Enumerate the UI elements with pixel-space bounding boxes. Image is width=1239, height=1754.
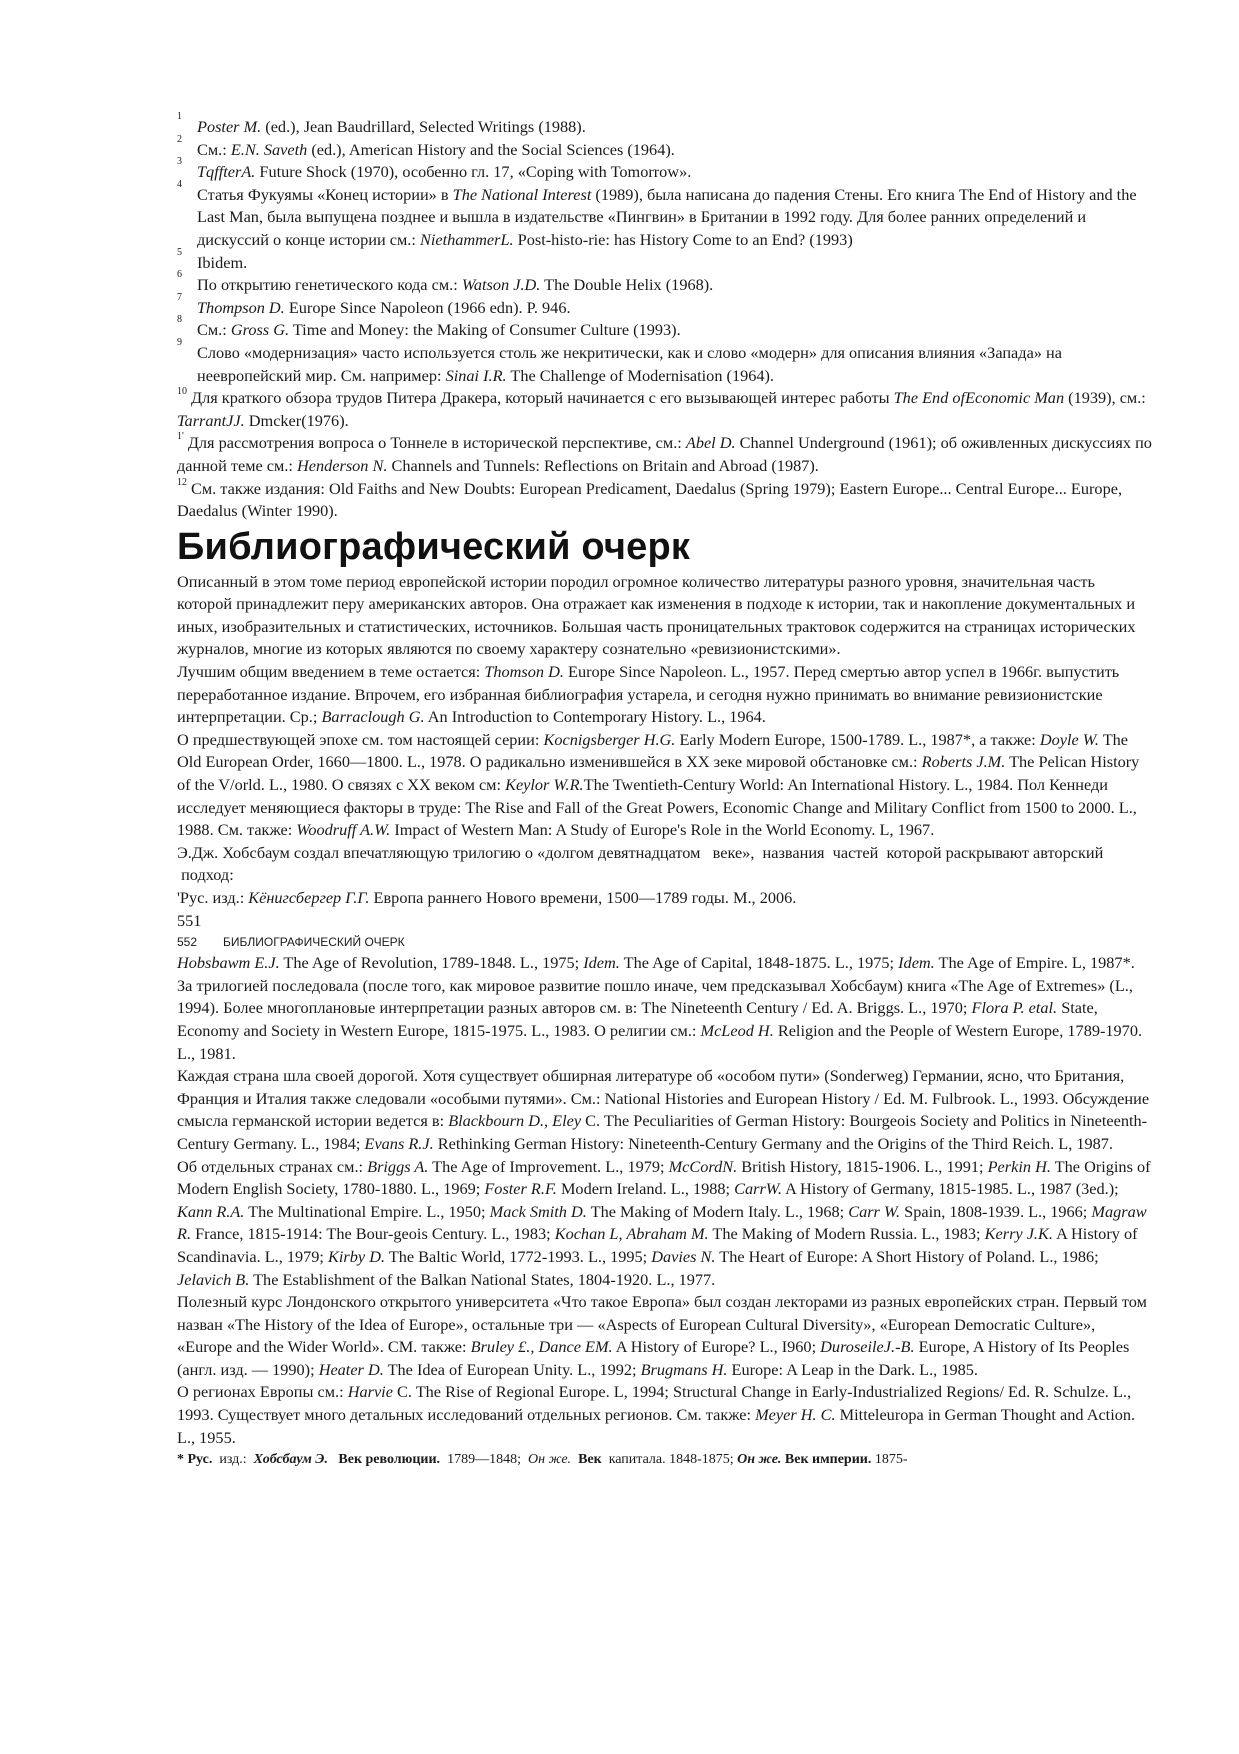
footnote-text: Статья Фукуямы «Конец истории» в The National Interest (1989), была написана до падения Стены. Его книга The End of History and the Last Man, была выпущена позднее и вышла в издательстве «Пингвин» в Британии в 1992 году. Для более ранних определений и дискуссий о конце истории см.: NiethammerL. Post-histo-rie: has History Come to an End? (1993) — [197, 184, 1137, 249]
footnote-number: 5 — [177, 246, 182, 258]
footnote-8 — [177, 314, 1152, 342]
paragraph-2: Лучшим общим введением в теме остается: Thomson D. Europe Since Napoleon. L., 1957. Перед смертью автор успел в 1966г. выпустить переработанное издание. Впрочем, его избранная библиография устарела, и сегодня нужно принимать во внимание ревизионистские интерпретации. Ср.; Barraclough G. An Introduction to Contemporary History. L., 1964. — [177, 662, 1120, 727]
running-head — [177, 932, 1152, 952]
paragraph-5: 'Рус. изд.: Кёнигсбергер Г.Г. Европа раннего Нового времени, 1500—1789 годы. М., 2006. — [177, 888, 797, 907]
footnote-number: 3 — [177, 156, 182, 168]
footnote-number: 7 — [177, 291, 182, 303]
paragraph-3: О предшествующей эпохе см. том настоящей серии: Kocnigsberger H.G. Early Modern Europe, 1500-1789. L., 1987*, а также: Doyle W. The Old European Order, 1660—1800. L., 1978. О радикально изменившейся в XX зеке мировой обстановке см.: Roberts J.M. The Pelican History of the V/orld. L., 1980. О связях с XX веком см: Keylor W.R.The Twentieth-Century World: An International History. L., 1984. Пол Кеннеди исследует меняющиеся факторы в труде: The Rise and Fall of the Great Powers, Economic Change and Military Conflict from 1500 to 2000. L., 1988. См. также: Woodruff A.W. Impact of Western Man: A Study of Europe's Role in the World Economy. L, 1967. — [177, 729, 1140, 840]
footnote-6 — [177, 269, 1152, 297]
footnotes — [177, 111, 1152, 523]
footnote-text: Poster M. (ed.), Jean Baudrillard, Selected Writings (1988). — [197, 117, 586, 136]
footnote-5 — [177, 246, 1152, 275]
intro-paragraphs — [177, 571, 1152, 910]
page-number: 551 — [177, 910, 202, 930]
footnote-number: 1' — [177, 431, 184, 443]
footnote-1 — [177, 111, 1152, 139]
footnote-4 — [177, 178, 1152, 252]
paragraph-4: Э.Дж. Хобсбаум создал впечатляющую трилогию о «долгом девятнадцатом веке», названия частей которой раскрывают авторский подход: — [177, 842, 1104, 885]
footnote-text: Для краткого обзора трудов Питера Дракера, который начинается с его вызывающей интерес работы The End ofEconomic Man (1939), см.: TarrantJJ. Dmcker(1976). — [177, 388, 1146, 430]
footnote-number: 4 — [177, 178, 182, 190]
bib-paragraph-5: О регионах Европы см.: Harvie C. The Rise of Regional Europe. L, 1994; Structural Change in Early-Industrialized Regions/ Ed. R. Schulze. L., 1993. Существует много детальных исследований отдельных регионов. См. также: Meyer H. C. Mitteleuropa in German Thought and Action. L., 1955. — [177, 1382, 1136, 1447]
running-head-title: БИБЛИОГРАФИЧЕСКИЙ ОЧЕРК — [223, 935, 405, 950]
footnote-10 — [177, 387, 1152, 432]
footnote-text: См.: E.N. Saveth (ed.), American History and the Social Sciences (1964). — [197, 139, 675, 159]
bib-paragraph-4: Полезный курс Лондонского открытого университета «Что такое Европа» был создан лекторами из разных европейских стран. Первый том назван «The History of the Idea of Europe», остальные три — «Aspects of European Cultural Diversity», «European Democratic Culture», «Europe and the Wider World». CM. также: Bruley £., Dance EM. A History of Europe? L., I960; DuroseileJ.-B. Europe, A History of Its Peoples (англ. изд. — 1990); Heater D. The Idea of European Unity. L., 1992; Brugmans H. Europe: A Leap in the Dark. L., 1985. — [177, 1292, 1147, 1379]
footnote-text: Ibidem. — [197, 252, 248, 272]
bib-paragraph-3: Об отдельных странах см.: Briggs A. The Age of Improvement. L., 1979; McCordN. British History, 1815-1906. L., 1991; Perkin H. The Origins of Modern English Society, 1780-1880. L., 1969; Foster R.F. Modern Ireland. L., 1988; CarrW. A History of Germany, 1815-1985. L., 1987 (3ed.); Kann R.A. The Multinational Empire. L., 1950; Mack Smith D. The Making of Modern Italy. L., 1968; Carr W. Spain, 1808-1939. L., 1966; Magraw R. France, 1815-1914: The Bour-geois Century. L., 1983; Kochan L, Abraham M. The Making of Modern Russia. L., 1983; Kerry J.K. A History of Scandinavia. L., 1979; Kirby D. The Baltic World, 1772-1993. L., 1995; Davies N. The Heart of Europe: A Short History of Poland. L., 1986; Jelavich B. The Establishment of the Balkan National States, 1804-1920. L., 1977. — [177, 1156, 1151, 1289]
footnote-number: 10 — [177, 386, 187, 398]
footnote-12 — [177, 478, 1152, 523]
footnote-9 — [177, 336, 1152, 387]
footnote-text: См.: Gross G. Time and Money: the Making of Consumer Culture (1993). — [197, 320, 681, 340]
footnote-3 — [177, 156, 1152, 184]
footnote-text: Для рассмотрения вопроса о Тоннеле в исторической перспективе, см.: Abel D. Channel Underground (1961); об оживленных дискуссиях по данной теме см.: Henderson N. Channels and Tunnels: Reflections on Britain and Abroad (1987). — [177, 433, 1152, 475]
footnote-11 — [177, 432, 1152, 477]
footnote-text: Слово «модернизация» часто используется столь же некритически, как и слово «модерн» для описания влияния «Запада» на неевропейский мир. См. например: Sinai I.R. The Challenge of Modernisation (1964). — [197, 342, 1062, 385]
running-head-number: 552 — [177, 935, 198, 950]
footnote-2 — [177, 133, 1152, 162]
footnote-text: См. также издания: Old Faiths and New Doubts: European Predicament, Daedalus (Spring 1979); Eastern Europe... Central Europe... Europe, Daedalus (Winter 1990). — [177, 478, 1123, 521]
document-page — [177, 111, 1152, 1472]
footnote-number: 2 — [177, 133, 182, 145]
bib-paragraph-2: Каждая страна шла своей дорогой. Хотя существует обширная литературе об «особом пути» (Sonderweg) Германии, ясно, что Британия, Франция и Италия также следовали «особыми путями». См.: National Histories and European History / Ed. M. Fulbrook. L., 1993. Обсуждение смысла германской истории ведется в: Blackbourn D., Eley C. The Peculiarities of German History: Bourgeois Society and Politics in Nineteenth-Century Germany. L., 1984; Evans R.J. Rethinking German History: Nineteenth-Century Germany and the Origins of the Third Reich. L, 1987. — [177, 1066, 1150, 1153]
footnote-number: 9 — [177, 336, 182, 348]
footnote-text: По открытию генетического кода см.: Watson J.D. The Double Helix (1968). — [197, 275, 714, 295]
section-heading: Библиографический очерк — [177, 525, 691, 568]
footnote-text: Thompson D. Europe Since Napoleon (1966 edn). P. 946. — [197, 297, 571, 317]
footnote-text: TqffterA. Future Shock (1970), особенно гл. 17, «Coping with Tomorrow». — [197, 162, 692, 182]
paragraph-1: Описанный в этом томе период европейской истории породил огромное количество литературы разного уровня, значительная часть которой принадлежит перу американских авторов. Она отражает как изменения в подходе к истории, так и накопление документальных и иных, изобразительных и статистических, источников. Большая часть проницательных трактовок содержится на страницах исторических журналов, многие из которых являются по своему характеру сознательно «ревизионистскими». — [177, 571, 1136, 659]
footnote-number: 6 — [177, 269, 182, 281]
footnote-number: 8 — [177, 314, 182, 326]
bib-paragraph-1: Hobsbawm E.J. The Age of Revolution, 1789-1848. L., 1975; Idem. The Age of Capital, 1848-1875. L., 1975; Idem. The Age of Empire. L, 1987*. За трилогией последовала (после того, как мировое развитие пошло иначе, чем предсказывал Хобсбаум) книга «The Age of Extremes» (L., 1994). Более многоплановые интерпретации разных авторов см. в: The Nineteenth Century / Ed. A. Briggs. L., 1970; Flora P. etal. State, Economy and Society in Western Europe, 1815-1975. L., 1983. О религии см.: McLeod H. Religion and the People of Western Europe, 1789-1970. L., 1981. — [177, 953, 1143, 1063]
body-paragraphs — [177, 952, 1152, 1449]
footnote-number: 1 — [177, 111, 182, 122]
footnote-7 — [177, 291, 1152, 320]
translation-note: * Рус. изд.: Хобсбаум Э. Век революции. 1789—1848; Он же. Век капитала. 1848-1875; Он же. Век империи. 1875- — [177, 1452, 908, 1468]
footnote-number: 12 — [177, 476, 187, 488]
